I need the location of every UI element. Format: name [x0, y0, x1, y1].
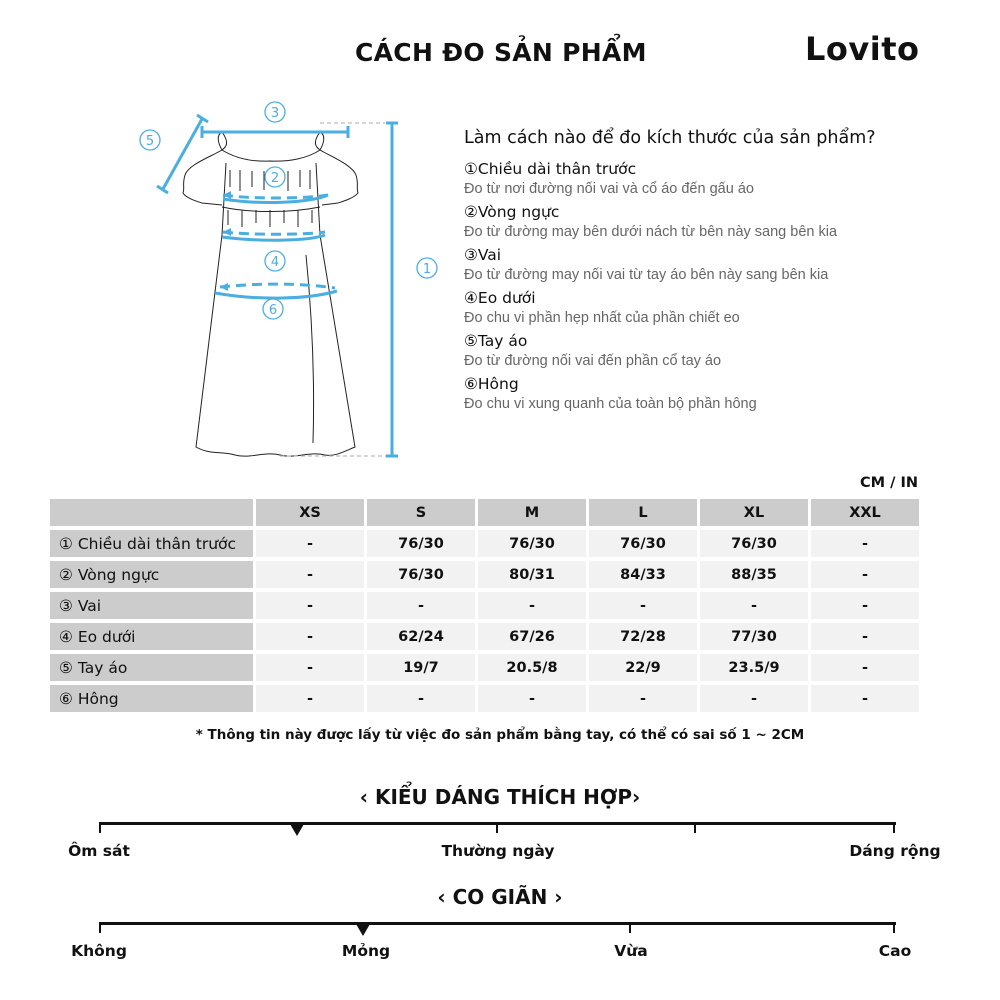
howto-item-name: ⑥Hông [464, 375, 519, 393]
howto-item-desc: Đo từ đường may bên dưới nách từ bên này sang bên kia [464, 224, 838, 240]
table-cell: 88/35 [700, 561, 808, 588]
brand-logo: Lovito [805, 30, 920, 68]
svg-text:5: 5 [145, 134, 155, 149]
stretch-scale-tick [629, 922, 631, 933]
fit-label-loose: Dáng rộng [849, 842, 941, 860]
row-label: ② Vòng ngực [50, 561, 253, 588]
size-table [47, 495, 922, 716]
howto-item-name: ②Vòng ngực [464, 203, 560, 221]
table-cell: 19/7 [367, 654, 475, 681]
table-cell: 84/33 [589, 561, 697, 588]
row-label: ① Chiều dài thân trước [50, 530, 253, 557]
svg-text:3: 3 [270, 106, 280, 121]
table-cell: - [256, 654, 364, 681]
row-label: ⑤ Tay áo [50, 654, 253, 681]
row-label: ④ Eo dưới [50, 623, 253, 650]
table-cell: - [811, 561, 919, 588]
table-cell: - [478, 685, 586, 712]
howto-item-desc: Đo chu vi xung quanh của toàn bộ phần hông [464, 396, 757, 412]
stretch-label-none: Không [71, 942, 127, 960]
table-cell: 76/30 [478, 530, 586, 557]
stretch-label-high: Cao [878, 942, 912, 960]
header-cell-s: S [367, 499, 475, 526]
svg-text:4: 4 [270, 255, 280, 270]
table-cell: - [589, 685, 697, 712]
header-cell-xxl: XXL [811, 499, 919, 526]
measurement-note: * Thông tin này được lấy từ việc đo sản phẩm bằng tay, có thể có sai số 1 ~ 2CM [195, 727, 805, 743]
table-cell: 23.5/9 [700, 654, 808, 681]
howto-list [464, 160, 924, 418]
howto-item-name: ⑤Tay áo [464, 332, 528, 350]
stretch-label-medium: Vừa [614, 942, 648, 960]
stretch-scale-tick [99, 922, 101, 933]
table-cell: - [700, 592, 808, 619]
header-cell-blank [50, 499, 253, 526]
table-cell: - [256, 561, 364, 588]
table-cell: 80/31 [478, 561, 586, 588]
table-row [50, 530, 919, 557]
table-cell: - [256, 685, 364, 712]
table-cell: 77/30 [700, 623, 808, 650]
table-cell: - [811, 623, 919, 650]
stretch-scale-marker-icon [356, 924, 370, 936]
table-cell: 22/9 [589, 654, 697, 681]
howto-item-name: ④Eo dưới [464, 289, 536, 307]
table-cell: 76/30 [367, 530, 475, 557]
howto-item-desc: Đo từ đường may nối vai từ tay áo bên này sang bên kia [464, 267, 829, 283]
howto-item-desc: Đo từ nơi đường nối vai và cổ áo đến gấu áo [464, 181, 754, 197]
table-cell: 76/30 [589, 530, 697, 557]
stretch-label-low: Mỏng [341, 942, 391, 960]
table-cell: - [256, 530, 364, 557]
header-cell-xs: XS [256, 499, 364, 526]
table-cell: - [700, 685, 808, 712]
howto-item-name: ③Vai [464, 246, 502, 264]
table-cell: - [811, 530, 919, 557]
howto-item-sleeve [464, 332, 924, 375]
row-label: ⑥ Hông [50, 685, 253, 712]
howto-item-desc: Đo từ đường nối vai đến phần cổ tay áo [464, 353, 722, 369]
fit-scale-tick [694, 822, 696, 833]
stretch-scale-line [99, 922, 896, 925]
fit-label-regular: Thường ngày [441, 842, 555, 860]
table-cell: - [811, 654, 919, 681]
dress-measurement-diagram [130, 95, 450, 465]
header-cell-m: M [478, 499, 586, 526]
fit-label-tight: Ôm sát [68, 842, 130, 860]
stretch-scale-tick [893, 922, 895, 933]
svg-text:2: 2 [270, 171, 280, 186]
units-label: CM / IN [860, 475, 918, 491]
table-row [50, 654, 919, 681]
header-cell-l: L [589, 499, 697, 526]
table-cell: - [256, 623, 364, 650]
table-row [50, 592, 919, 619]
table-cell: - [589, 592, 697, 619]
fit-scale-marker-icon [290, 824, 304, 836]
fit-scale-title: ‹ KIỂU DÁNG THÍCH HỢP› [359, 785, 641, 809]
header-cell-xl: XL [700, 499, 808, 526]
fit-scale-tick [893, 822, 895, 833]
fit-scale-tick [496, 822, 498, 833]
row-label: ③ Vai [50, 592, 253, 619]
svg-text:1: 1 [422, 262, 432, 277]
fit-scale-tick [99, 822, 101, 833]
table-row [50, 685, 919, 712]
table-cell: 20.5/8 [478, 654, 586, 681]
table-cell: 62/24 [367, 623, 475, 650]
table-row [50, 561, 919, 588]
table-cell: - [256, 592, 364, 619]
howto-item-front-length [464, 160, 924, 203]
table-cell: - [367, 685, 475, 712]
table-cell: 67/26 [478, 623, 586, 650]
table-cell: - [811, 685, 919, 712]
table-cell: 72/28 [589, 623, 697, 650]
table-cell: - [811, 592, 919, 619]
page-title: CÁCH ĐO SẢN PHẨM [355, 38, 647, 67]
table-cell: 76/30 [700, 530, 808, 557]
table-cell: - [478, 592, 586, 619]
stretch-scale-title: ‹ CO GIÃN › [437, 885, 563, 909]
svg-text:6: 6 [268, 303, 278, 318]
table-cell: - [367, 592, 475, 619]
howto-item-shoulder [464, 246, 924, 289]
table-cell: 76/30 [367, 561, 475, 588]
howto-item-desc: Đo chu vi phần hẹp nhất của phần chiết eo [464, 310, 740, 326]
howto-title: Làm cách nào để đo kích thước của sản phẩm? [464, 128, 876, 148]
howto-item-hips [464, 375, 924, 418]
table-row [50, 623, 919, 650]
howto-item-waist [464, 289, 924, 332]
howto-item-chest [464, 203, 924, 246]
howto-item-name: ①Chiều dài thân trước [464, 160, 637, 178]
table-header-row [50, 499, 919, 526]
